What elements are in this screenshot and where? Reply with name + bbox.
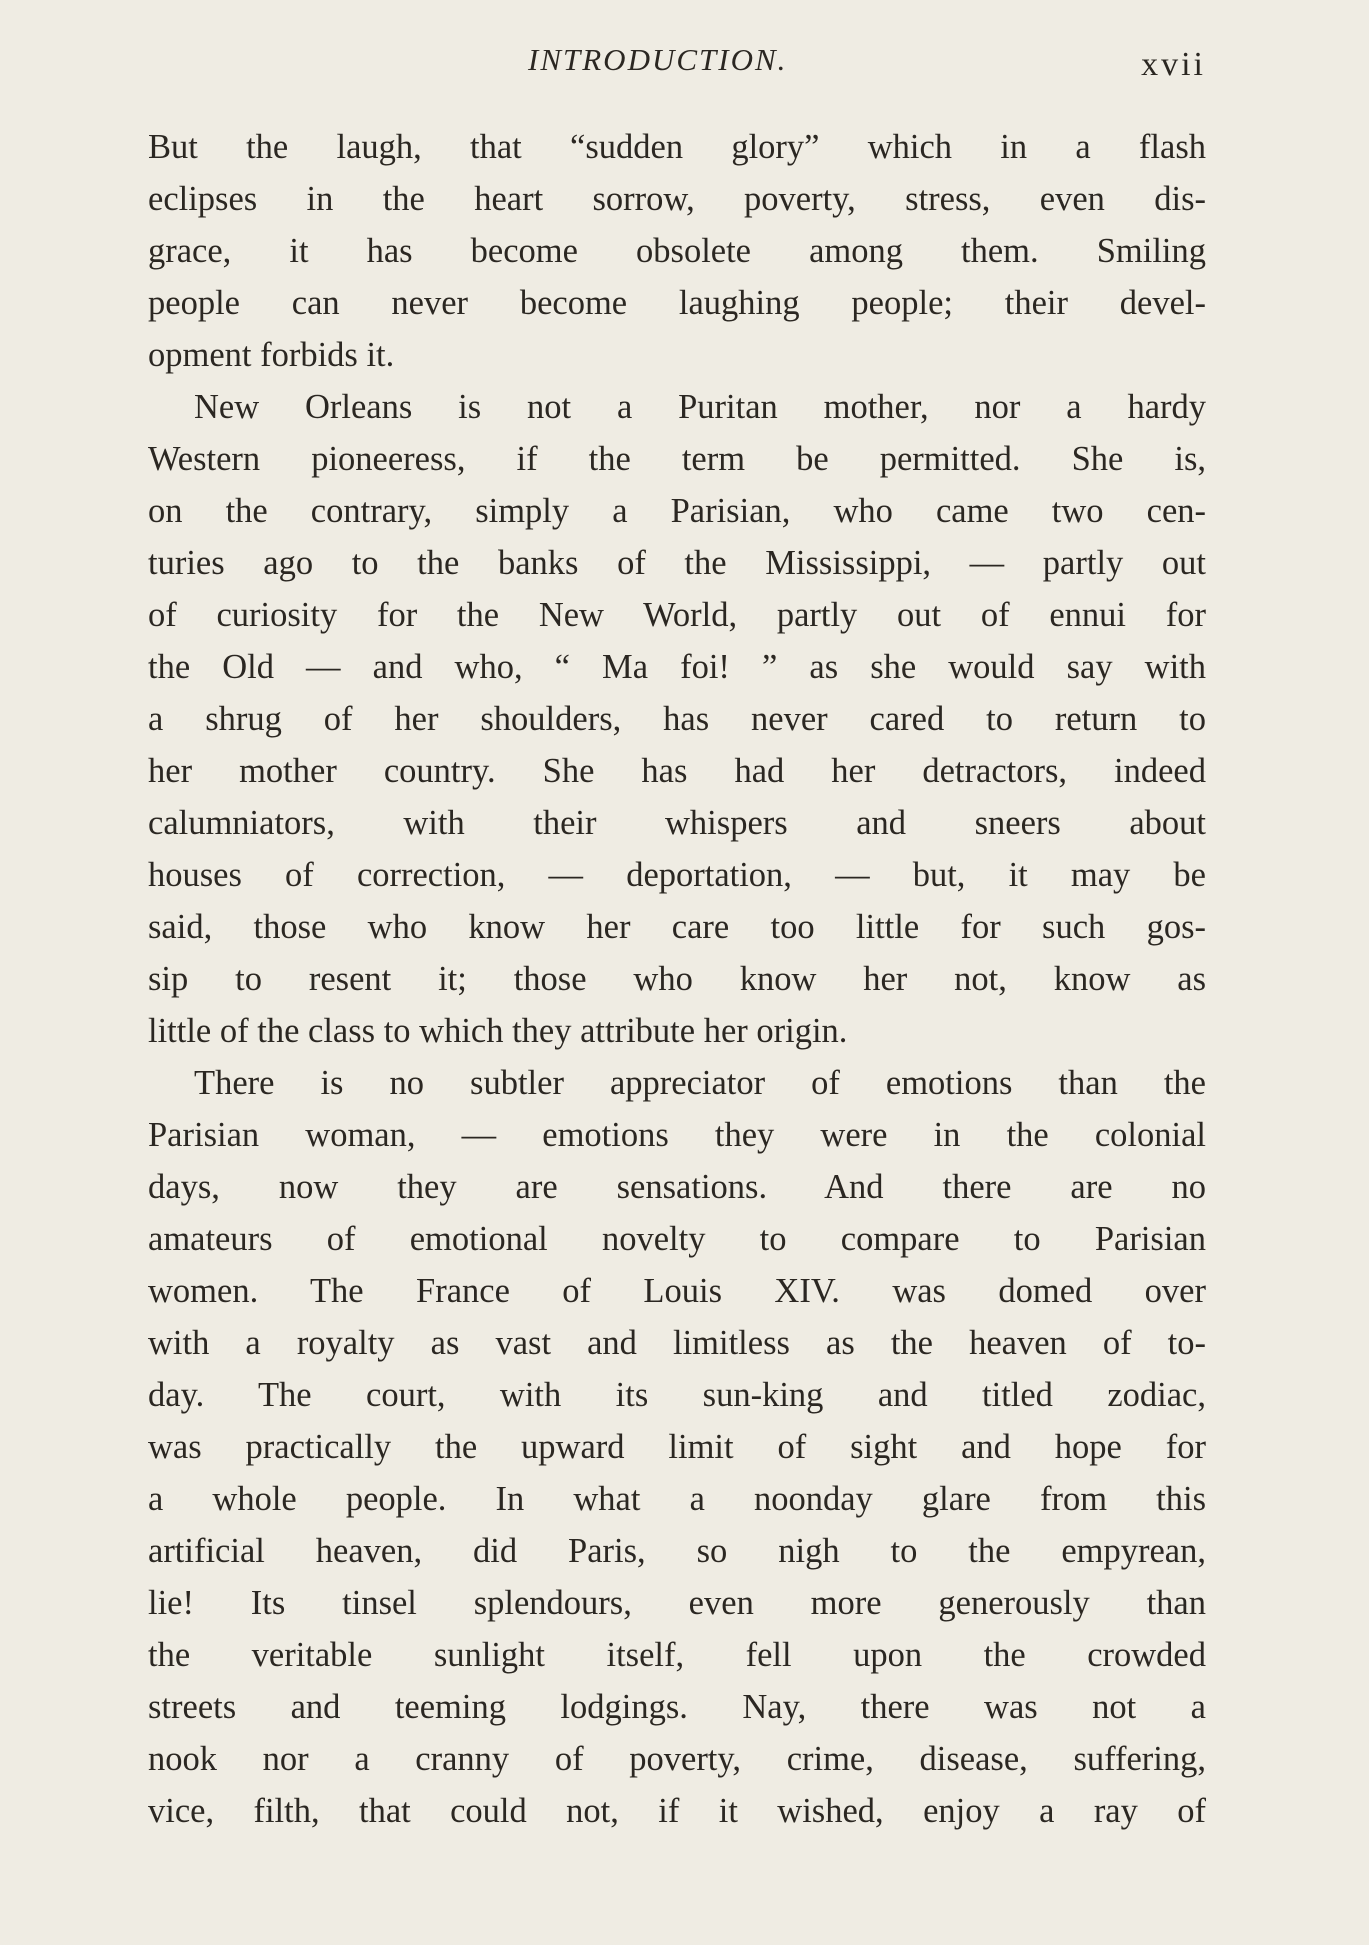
text-line: people can never become laughing people; their devel-	[148, 284, 1206, 322]
text-line: with a royalty as vast and limitless as the heaven of to-	[148, 1324, 1206, 1362]
text-line: Parisian woman, — emotions they were in the colonial	[148, 1116, 1206, 1154]
text-line: said, those who know her care too little for such gos-	[148, 908, 1206, 946]
text-line: a whole people. In what a noonday glare from this	[148, 1480, 1206, 1518]
text-line: streets and teeming lodgings. Nay, there was not a	[148, 1688, 1206, 1726]
paragraph-2	[148, 381, 1206, 1057]
text-line: nook nor a cranny of poverty, crime, disease, suffering,	[148, 1740, 1206, 1778]
text-line: Western pioneeress, if the term be permitted. She is,	[148, 440, 1206, 478]
text-line: her mother country. She has had her detractors, indeed	[148, 752, 1206, 790]
text-line: days, now they are sensations. And there are no	[148, 1168, 1206, 1206]
text-line: There is no subtler appreciator of emotions than the	[194, 1064, 1206, 1102]
paragraph-3	[148, 1057, 1206, 1837]
running-title: INTRODUCTION.	[528, 42, 788, 77]
running-head	[148, 42, 1206, 88]
text-line: of curiosity for the New World, partly out of ennui for	[148, 596, 1206, 634]
text-line: vice, filth, that could not, if it wished, enjoy a ray of	[148, 1792, 1206, 1830]
text-line: grace, it has become obsolete among them. Smiling	[148, 232, 1206, 270]
text-line: day. The court, with its sun-king and titled zodiac,	[148, 1376, 1206, 1414]
text-line: little of the class to which they attribute her origin.	[148, 1012, 848, 1050]
page-number: xvii	[1141, 46, 1206, 83]
paragraph-1	[148, 121, 1206, 381]
text-line: amateurs of emotional novelty to compare to Parisian	[148, 1220, 1206, 1258]
text-line: was practically the upward limit of sight and hope for	[148, 1428, 1206, 1466]
text-line: the veritable sunlight itself, fell upon the crowded	[148, 1636, 1206, 1674]
text-line: a shrug of her shoulders, has never cared to return to	[148, 700, 1206, 738]
text-line: sip to resent it; those who know her not, know as	[148, 960, 1206, 998]
text-line: opment forbids it.	[148, 336, 395, 374]
text-line: the Old — and who, “ Ma foi! ” as she would say with	[148, 648, 1206, 686]
text-line: But the laugh, that “sudden glory” which in a flash	[148, 128, 1206, 166]
text-line: New Orleans is not a Puritan mother, nor a hardy	[194, 388, 1206, 426]
text-line: eclipses in the heart sorrow, poverty, stress, even dis-	[148, 180, 1206, 218]
text-line: artificial heaven, did Paris, so nigh to the empyrean,	[148, 1532, 1206, 1570]
text-line: turies ago to the banks of the Mississippi, — partly out	[148, 544, 1206, 582]
text-line: houses of correction, — deportation, — but, it may be	[148, 856, 1206, 894]
text-line: women. The France of Louis XIV. was domed over	[148, 1272, 1206, 1310]
text-line: calumniators, with their whispers and sneers about	[148, 804, 1206, 842]
text-line: lie! Its tinsel splendours, even more generously than	[148, 1584, 1206, 1622]
body-text	[148, 121, 1206, 1837]
text-line: on the contrary, simply a Parisian, who came two cen-	[148, 492, 1206, 530]
